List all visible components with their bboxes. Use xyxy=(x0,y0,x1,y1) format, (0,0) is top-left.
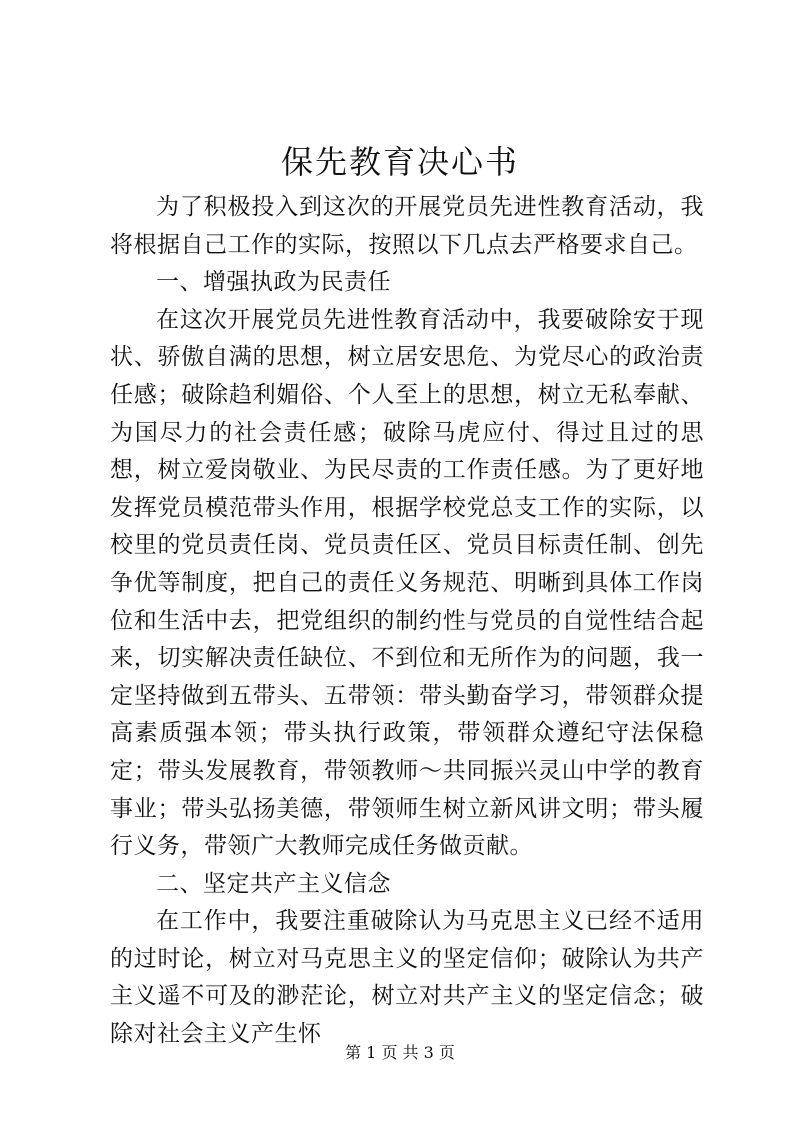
document-title: 保先教育决心书 xyxy=(280,143,519,181)
document-body xyxy=(110,189,704,1054)
intro-paragraph: 为了积极投入到这次的开展党员先进性教育活动，我将根据自己工作的实际，按照以下几点去严格要求自己。 xyxy=(110,194,704,258)
section-1-paragraph: 在这次开展党员先进性教育活动中，我要破除安于现状、骄傲自满的思想，树立居安思危、为党尽心的政治责任感；破除趋利媚俗、个人至上的思想，树立无私奉献、为国尽力的社会责任感；破除马虎应付、得过且过的思想，树立爱岗敬业、为民尽责的工作责任感。为了更好地发挥党员模范带头作用，根据学校党总支工作的实际，以校里的党员责任岗、党员责任区、党员目标责任制、创先争优等制度，把自己的责任义务规范、明晰到具体工作岗位和生活中去，把党组织的制约性与党员的自觉性结合起来，切实解决责任缺位、不到位和无所作为的问题，我一定坚持做到五带头、五带领：带头勤奋学习，带领群众提高素质强本领；带头执行政策，带领群众遵纪守法保稳定；带头发展教育，带领教师～共同振兴灵山中学的教育事业；带头弘扬美德，带领师生树立新风讲文明；带头履行义务，带领广大教师完成任务做贡献。 xyxy=(110,306,704,860)
page-footer: 第 1 页 共 3 页 xyxy=(345,1043,455,1062)
section-heading-1: 一、增强执政为民责任 xyxy=(156,269,391,296)
section-2-paragraph: 在工作中，我要注重破除认为马克思主义已经不适用的过时论，树立对马克思主义的坚定信仰；破除认为共产主义遥不可及的渺茫论，树立对共产主义的坚定信念；破除对社会主义产生怀 xyxy=(110,908,704,1048)
section-heading-2: 二、坚定共产主义信念 xyxy=(156,870,391,897)
